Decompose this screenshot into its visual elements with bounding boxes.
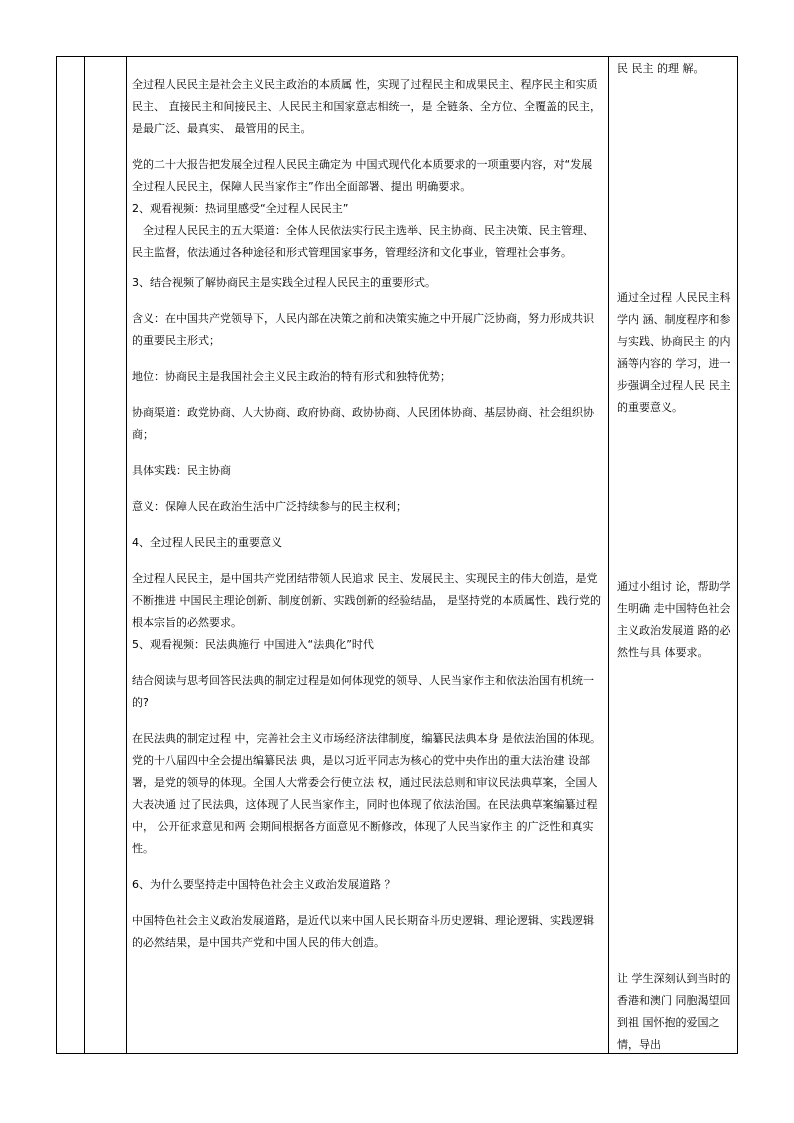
question-paragraph: 结合阅读与思考回答民法典的制定过程是如何体现党的领导、人民当家作主和依法治国有机统一的? bbox=[132, 674, 594, 709]
column-divider bbox=[608, 56, 609, 1054]
content-paragraph: 具体实践：民主协商 bbox=[132, 464, 231, 477]
content-paragraph: 地位：协商民主是我国社会主义民主政治的特有形式和独特优势； bbox=[132, 370, 451, 383]
content-paragraph: 全过程人民民主是社会主义民主政治的本质属 性，实现了过程民主和成果民主、程序民主和实质民主、 直接民主和间接民主、人民民主和国家意志相统一，是 全链条、全方位、全覆盖的民主，是最广泛、最真实、 最管用的民主。 bbox=[132, 78, 601, 135]
content-paragraph: 协商渠道：政党协商、人大协商、政府协商、政协协商、人民团体协商、基层协商、社会组织协商； bbox=[132, 406, 594, 441]
content-paragraph: 党的二十大报告把发展全过程人民民主确定为 中国式现代化本质要求的一项重要内容，对“发展全过程人民民主，保障人民当家作主”作出全面部署、提出 明确要求。 bbox=[132, 158, 593, 193]
section-heading: 3、结合视频了解协商民主是实践全过程人民民主的重要形式。 bbox=[132, 276, 436, 289]
content-paragraph: 意义：保障人民在政治生活中广泛持续参与的民主权利； bbox=[132, 500, 407, 513]
section-heading: 5、观看视频：民法典施行 中国进入“法典化”时代 bbox=[132, 638, 374, 651]
content-paragraph: 中国特色社会主义政治发展道路，是近代以来中国人民长期奋斗历史逻辑、理论逻辑、实践逻辑的必然结果，是中国共产党和中国人民的伟大创造。 bbox=[132, 914, 594, 949]
column-divider bbox=[126, 56, 127, 1054]
design-intent-note: 通过小组讨 论，帮助学生明确 走中国特色社会 主义政治发展道 路的必然性与具 体要求。 bbox=[617, 580, 731, 659]
answer-paragraph: 在民法典的制定过程 中，完善社会主义市场经济法律制度，编纂民法典本身 是依法治国的体现。党的十八届四中全会提出编纂民法 典，是以习近平同志为核心的党中央作出的重大法治建 设部署，是党的领导的体现。全国人大常委会行使立法 权，通过民法总则和审议民法典草案，全国人大表决通 过了民法典，这体现了人民当家作主，同时也体现了依法治国。在民法典草案编纂过程中， 公开征求意见和两 会期间根据各方面意见不断修改，体现了人民当家作主 的广泛性和真实性。 bbox=[132, 732, 601, 855]
content-paragraph: 全过程人民民主，是中国共产党团结带领人民追求 民主、发展民主、实现民主的伟大创造，是党不断推进 中国民主理论创新、制度创新、实践创新的经验结晶， 是坚持党的本质属性、践行党的根本宗旨的必然要求。 bbox=[132, 572, 601, 629]
content-paragraph: 含义：在中国共产党领导下，人民内部在决策之前和决策实施之中开展广泛协商，努力形成共识的重要民主形式； bbox=[132, 312, 594, 347]
section-heading: 2、观看视频：热词里感受“全过程人民民主” bbox=[132, 202, 349, 215]
design-intent-note: 通过全过程 人民民主科学内 涵、制度程序和参 与实践、协商民主 的内涵等内容的 学习，进一步强调全过程人民 民主 的重要意义。 bbox=[617, 291, 731, 414]
content-paragraph: 全过程人民民主的五大渠道：全体人民依法实行民主选举、民主协商、民主决策、民主管理、民主监督，依法通过各种途径和形式管理国家事务，管理经济和文化事业，管理社会事务。 bbox=[132, 224, 594, 259]
design-intent-note: 让 学生深刻认到当时的香港和澳门 同胞渴望回到祖 国怀抱的爱国之 情，导出 bbox=[617, 972, 731, 1051]
section-heading: 6、为什么要坚持走中国特色社会主义政治发展道路 ？ bbox=[132, 878, 396, 891]
column-divider bbox=[84, 56, 85, 1054]
design-intent-note: 民 民主 的理 解。 bbox=[617, 62, 705, 75]
section-heading: 4、全过程人民民主的重要意义 bbox=[132, 536, 282, 549]
teaching-content-column bbox=[132, 74, 602, 954]
